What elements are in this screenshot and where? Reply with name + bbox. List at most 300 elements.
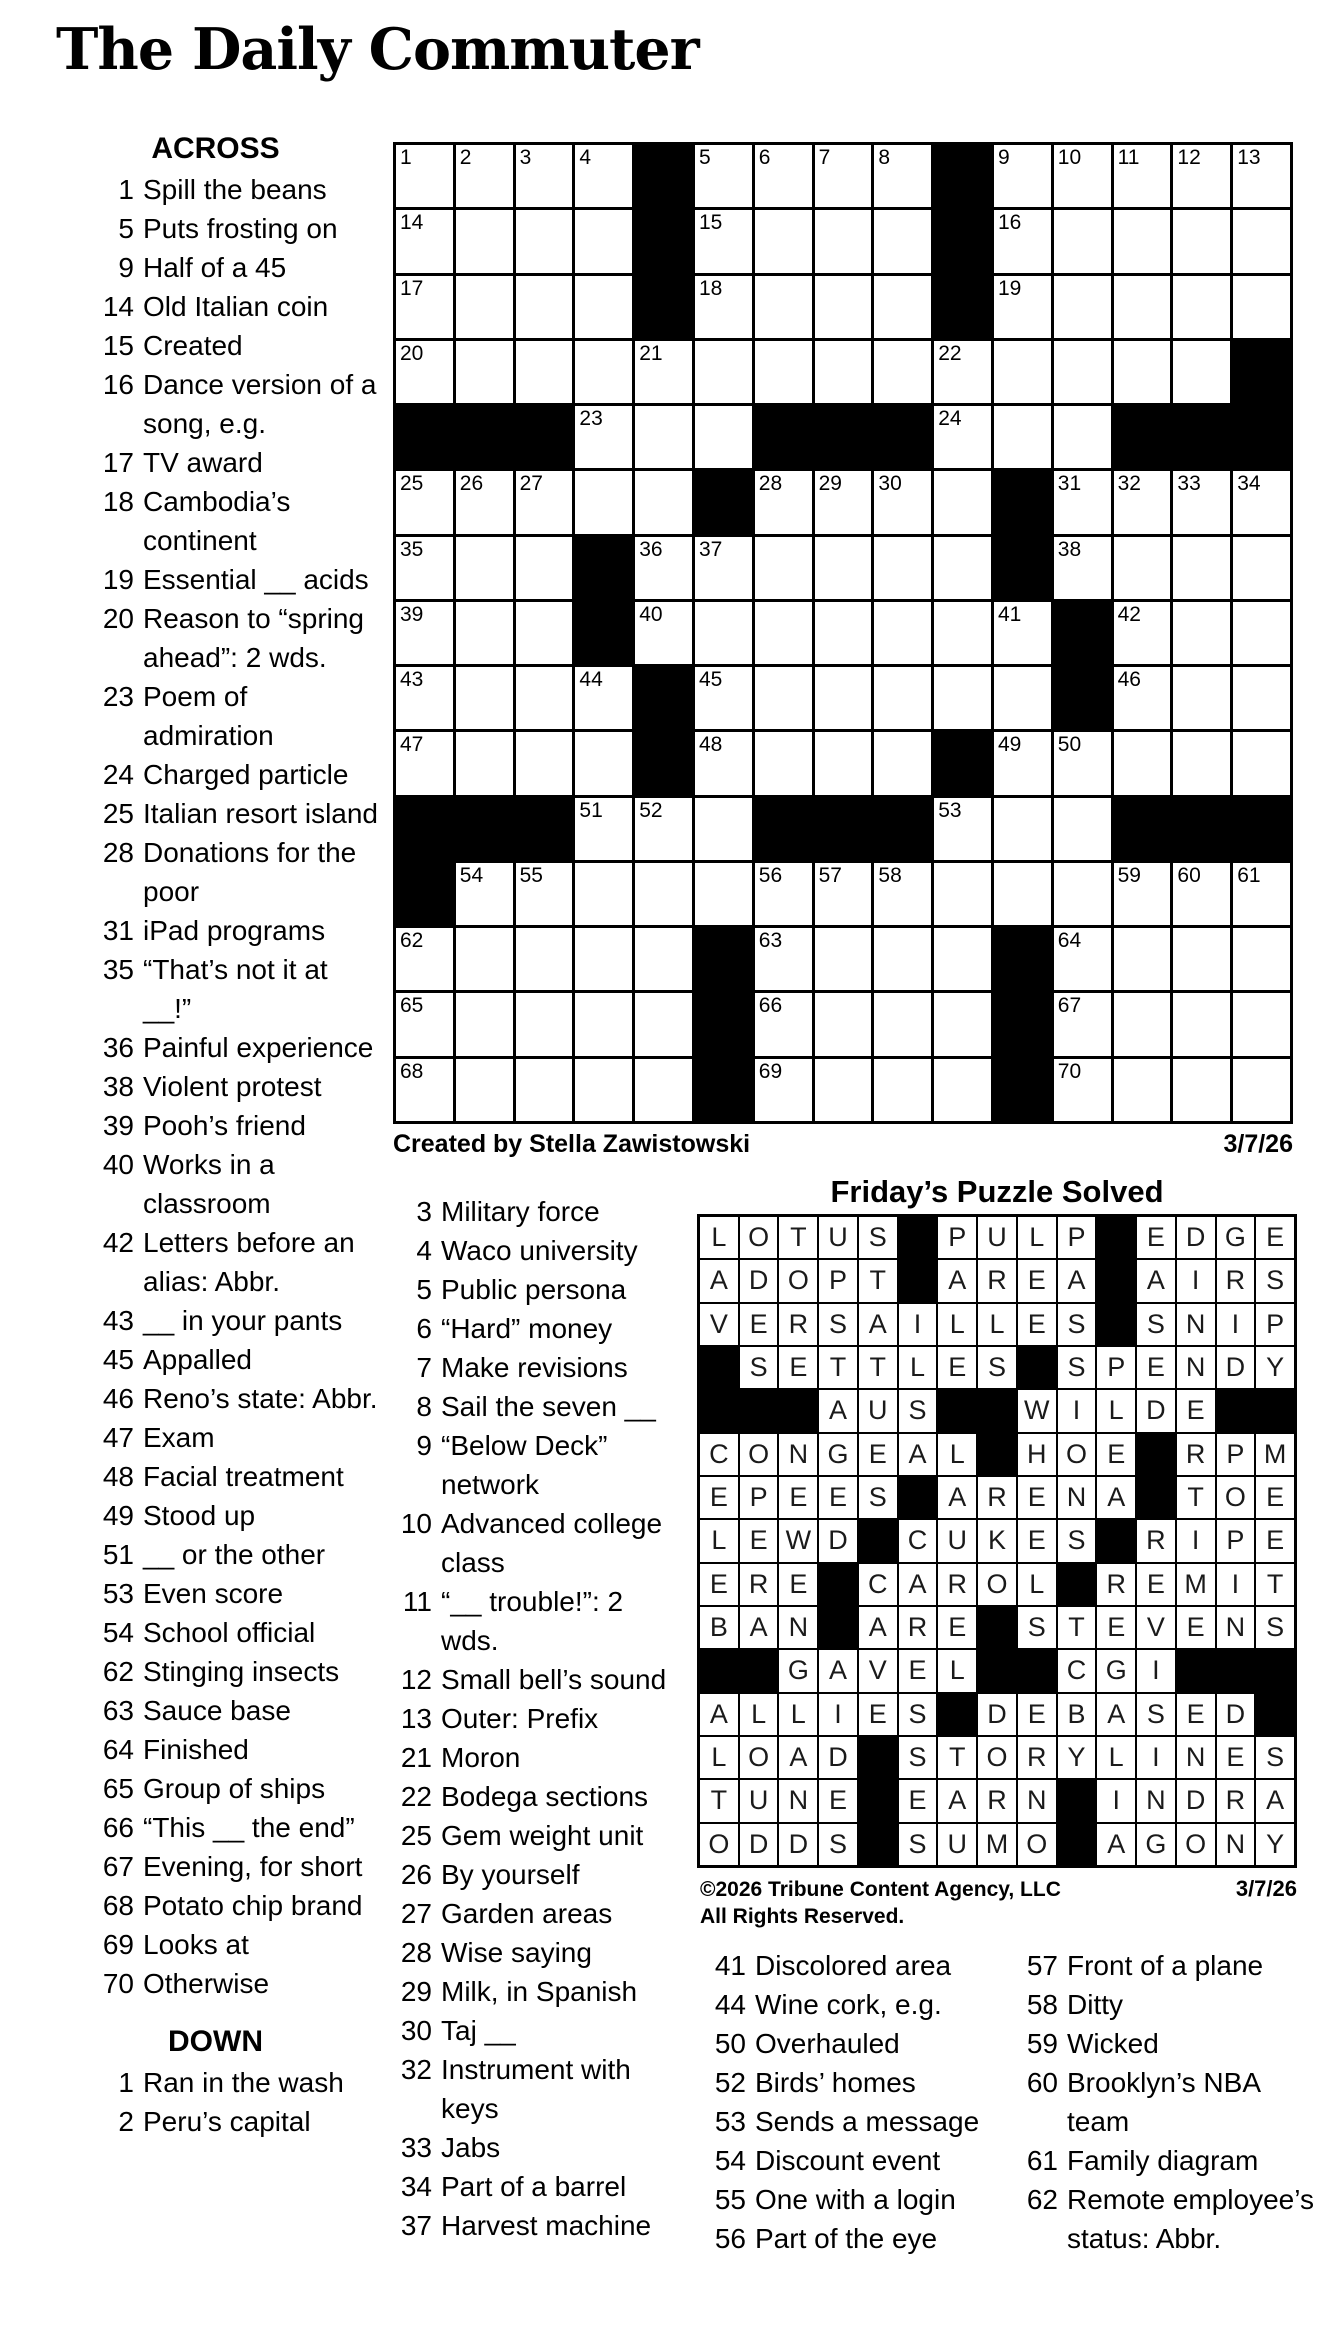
grid-cell[interactable] xyxy=(635,993,692,1055)
grid-cell[interactable] xyxy=(934,406,991,468)
grid-cell[interactable] xyxy=(815,341,872,403)
clue-down-60 xyxy=(1012,2063,1314,2141)
grid-cell[interactable] xyxy=(575,210,632,272)
grid-cell[interactable] xyxy=(815,732,872,794)
clue-text: Garden areas xyxy=(441,1898,613,1929)
grid-cell[interactable] xyxy=(575,928,632,990)
grid-cell[interactable] xyxy=(575,406,632,468)
solved-letter-cell: I xyxy=(1177,1260,1215,1301)
grid-cell[interactable] xyxy=(695,406,752,468)
grid-cell[interactable] xyxy=(934,798,991,860)
clue-text: Family diagram xyxy=(1067,2145,1259,2176)
black-cell xyxy=(635,732,692,794)
grid-cell[interactable] xyxy=(1233,210,1290,272)
solved-letter-cell: A xyxy=(779,1737,817,1778)
grid-cell[interactable] xyxy=(456,341,513,403)
grid-cell[interactable] xyxy=(516,471,573,533)
grid-cell[interactable] xyxy=(635,341,692,403)
grid-cell[interactable] xyxy=(815,1059,872,1121)
grid-cell[interactable] xyxy=(1233,928,1290,990)
grid-cell[interactable] xyxy=(396,537,453,599)
grid-cell[interactable] xyxy=(1233,276,1290,338)
black-cell xyxy=(1217,1390,1255,1431)
grid-cell[interactable] xyxy=(815,667,872,729)
grid-cell[interactable] xyxy=(635,602,692,664)
solved-letter-cell: A xyxy=(899,1434,937,1475)
cell-number: 33 xyxy=(1177,472,1201,496)
grid-cell[interactable] xyxy=(874,537,931,599)
solved-letter-cell: E xyxy=(1097,1434,1135,1475)
black-cell xyxy=(899,1260,937,1301)
grid-cell[interactable] xyxy=(1173,276,1230,338)
grid-cell[interactable] xyxy=(1054,210,1111,272)
black-cell xyxy=(994,537,1051,599)
grid-cell[interactable] xyxy=(456,1059,513,1121)
grid-cell[interactable] xyxy=(1114,928,1171,990)
grid-cell[interactable] xyxy=(874,145,931,207)
clue-text: Ran in the wash xyxy=(143,2067,344,2098)
grid-cell[interactable] xyxy=(456,667,513,729)
grid-cell[interactable] xyxy=(635,928,692,990)
cell-number: 70 xyxy=(1057,1059,1082,1083)
grid-cell[interactable] xyxy=(695,863,752,925)
grid-cell[interactable] xyxy=(755,732,812,794)
grid-cell[interactable] xyxy=(635,537,692,599)
grid-cell[interactable] xyxy=(1233,667,1290,729)
grid-cell[interactable] xyxy=(695,276,752,338)
grid-cell[interactable] xyxy=(1114,732,1171,794)
black-cell xyxy=(516,406,573,468)
clue-text: Cambodia’s continent xyxy=(143,486,291,556)
grid-cell[interactable] xyxy=(934,471,991,533)
grid-cell[interactable] xyxy=(396,732,453,794)
grid-cell[interactable] xyxy=(1054,406,1111,468)
grid-cell[interactable] xyxy=(1054,471,1111,533)
grid-cell[interactable] xyxy=(695,145,752,207)
solved-letter-cell: A xyxy=(1137,1260,1175,1301)
clue-down-57 xyxy=(1012,1946,1314,1985)
grid-cell[interactable] xyxy=(1233,993,1290,1055)
grid-cell[interactable] xyxy=(994,667,1051,729)
grid-cell[interactable] xyxy=(815,537,872,599)
grid-cell[interactable] xyxy=(695,732,752,794)
clue-text: “That’s not it at __!” xyxy=(143,954,328,1024)
cell-number: 57 xyxy=(818,863,842,887)
grid-cell[interactable] xyxy=(516,145,573,207)
clue-text: Old Italian coin xyxy=(143,291,329,322)
grid-cell[interactable] xyxy=(456,732,513,794)
clue-number: 60 xyxy=(1026,2067,1058,2098)
black-cell xyxy=(1097,1217,1135,1258)
cell-number: 66 xyxy=(758,994,783,1018)
clue-number: 25 xyxy=(102,798,134,829)
grid-cell[interactable] xyxy=(1173,667,1230,729)
grid-cell[interactable] xyxy=(994,798,1051,860)
grid-cell[interactable] xyxy=(1173,602,1230,664)
grid-cell[interactable] xyxy=(695,210,752,272)
grid-cell[interactable] xyxy=(575,667,632,729)
grid-cell[interactable] xyxy=(456,602,513,664)
solved-letter-cell: N xyxy=(1137,1780,1175,1821)
clue-across-20 xyxy=(88,599,380,677)
solved-letter-cell: D xyxy=(1177,1217,1215,1258)
black-cell xyxy=(1256,1650,1294,1691)
grid-cell[interactable] xyxy=(575,1059,632,1121)
solved-letter-cell: G xyxy=(779,1650,817,1691)
grid-cell[interactable] xyxy=(755,471,812,533)
grid-cell[interactable] xyxy=(874,863,931,925)
black-cell xyxy=(1233,341,1290,403)
grid-cell[interactable] xyxy=(456,471,513,533)
grid-cell[interactable] xyxy=(456,863,513,925)
grid-cell[interactable] xyxy=(1054,537,1111,599)
grid-cell[interactable] xyxy=(1173,1059,1230,1121)
grid-cell[interactable] xyxy=(635,798,692,860)
clue-across-35 xyxy=(88,950,380,1028)
grid-cell[interactable] xyxy=(695,667,752,729)
solved-letter-cell: Y xyxy=(1256,1347,1294,1388)
grid-cell[interactable] xyxy=(994,145,1051,207)
grid-cell[interactable] xyxy=(1054,341,1111,403)
solved-letter-cell: T xyxy=(1177,1477,1215,1518)
grid-cell[interactable] xyxy=(456,537,513,599)
solved-letter-cell: T xyxy=(700,1780,738,1821)
grid-cell[interactable] xyxy=(1233,863,1290,925)
grid-cell[interactable] xyxy=(456,145,513,207)
clue-number: 31 xyxy=(102,915,134,946)
grid-cell[interactable] xyxy=(516,1059,573,1121)
grid-cell[interactable] xyxy=(874,341,931,403)
solved-letter-cell: S xyxy=(899,1390,937,1431)
down-clue-list-1 xyxy=(88,2063,380,2141)
grid-cell[interactable] xyxy=(815,145,872,207)
grid-cell[interactable] xyxy=(934,1059,991,1121)
grid-cell[interactable] xyxy=(934,863,991,925)
clue-across-19 xyxy=(88,560,380,599)
clue-text: Moron xyxy=(441,1742,521,1773)
grid-cell[interactable] xyxy=(1114,471,1171,533)
grid-cell[interactable] xyxy=(815,602,872,664)
grid-cell[interactable] xyxy=(396,993,453,1055)
grid-cell[interactable] xyxy=(396,145,453,207)
grid-cell[interactable] xyxy=(1173,145,1230,207)
clue-down-32 xyxy=(386,2050,682,2128)
cell-number: 46 xyxy=(1117,668,1141,692)
clue-number: 67 xyxy=(102,1851,134,1882)
solved-letter-cell: R xyxy=(1217,1260,1255,1301)
grid-cell[interactable] xyxy=(1233,732,1290,794)
clue-number: 14 xyxy=(102,291,134,322)
grid-cell[interactable] xyxy=(396,1059,453,1121)
grid-cell[interactable] xyxy=(934,667,991,729)
clue-text: iPad programs xyxy=(143,915,326,946)
grid-cell[interactable] xyxy=(396,276,453,338)
grid-cell[interactable] xyxy=(516,602,573,664)
grid-cell[interactable] xyxy=(635,863,692,925)
grid-cell[interactable] xyxy=(516,667,573,729)
grid-cell[interactable] xyxy=(1114,210,1171,272)
grid-cell[interactable] xyxy=(1233,537,1290,599)
grid-cell[interactable] xyxy=(934,993,991,1055)
grid-cell[interactable] xyxy=(755,928,812,990)
clue-number: 10 xyxy=(400,1508,432,1539)
grid-cell[interactable] xyxy=(516,537,573,599)
grid-cell[interactable] xyxy=(456,928,513,990)
grid-cell[interactable] xyxy=(575,798,632,860)
grid-cell[interactable] xyxy=(874,602,931,664)
grid-cell[interactable] xyxy=(396,928,453,990)
grid-cell[interactable] xyxy=(635,471,692,533)
grid-cell[interactable] xyxy=(874,732,931,794)
clue-text: “Below Deck” network xyxy=(441,1430,608,1500)
grid-cell[interactable] xyxy=(635,406,692,468)
grid-cell[interactable] xyxy=(695,602,752,664)
grid-cell[interactable] xyxy=(1114,602,1171,664)
grid-cell[interactable] xyxy=(874,210,931,272)
grid-cell[interactable] xyxy=(575,993,632,1055)
black-cell xyxy=(755,406,812,468)
black-cell xyxy=(1058,1780,1096,1821)
grid-cell[interactable] xyxy=(994,406,1051,468)
grid-cell[interactable] xyxy=(575,145,632,207)
grid-cell[interactable] xyxy=(1114,537,1171,599)
grid-cell[interactable] xyxy=(755,537,812,599)
clue-number: 27 xyxy=(400,1898,432,1929)
cell-number: 62 xyxy=(400,929,424,953)
grid-cell[interactable] xyxy=(516,341,573,403)
grid-cell[interactable] xyxy=(874,471,931,533)
solved-letter-cell: C xyxy=(1058,1650,1096,1691)
grid-cell[interactable] xyxy=(1233,145,1290,207)
down-clue-list-4 xyxy=(1012,1946,1314,2258)
black-cell xyxy=(779,1390,817,1431)
solved-letter-cell: E xyxy=(1018,1477,1056,1518)
clue-number: 20 xyxy=(102,603,134,634)
solved-letter-cell: S xyxy=(1058,1347,1096,1388)
grid-cell[interactable] xyxy=(1114,863,1171,925)
grid-cell[interactable] xyxy=(456,276,513,338)
clue-text: Stinging insects xyxy=(143,1656,340,1687)
clue-down-12 xyxy=(386,1660,682,1699)
solved-letter-cell: S xyxy=(1018,1607,1056,1648)
solved-letter-cell: O xyxy=(978,1737,1016,1778)
solved-letter-cell: M xyxy=(1256,1434,1294,1475)
cell-number: 64 xyxy=(1057,929,1082,953)
grid-cell[interactable] xyxy=(516,863,573,925)
cell-number: 14 xyxy=(400,211,424,235)
grid-cell[interactable] xyxy=(874,928,931,990)
grid-cell[interactable] xyxy=(994,732,1051,794)
grid-cell[interactable] xyxy=(516,276,573,338)
grid-cell[interactable] xyxy=(934,341,991,403)
grid-cell[interactable] xyxy=(755,145,812,207)
grid-cell[interactable] xyxy=(1114,1059,1171,1121)
grid-cell[interactable] xyxy=(1233,1059,1290,1121)
solved-letter-cell: R xyxy=(1097,1564,1135,1605)
grid-cell[interactable] xyxy=(695,537,752,599)
black-cell xyxy=(700,1390,738,1431)
grid-cell[interactable] xyxy=(994,210,1051,272)
grid-cell[interactable] xyxy=(1054,863,1111,925)
clue-text: Wise saying xyxy=(441,1937,592,1968)
grid-cell[interactable] xyxy=(934,602,991,664)
grid-cell[interactable] xyxy=(934,928,991,990)
grid-cell[interactable] xyxy=(516,928,573,990)
cell-number: 23 xyxy=(579,407,603,431)
grid-cell[interactable] xyxy=(994,276,1051,338)
clue-down-27 xyxy=(386,1894,682,1933)
solved-letter-cell: D xyxy=(740,1260,778,1301)
grid-cell[interactable] xyxy=(1173,210,1230,272)
cell-number: 29 xyxy=(818,472,842,496)
grid-cell[interactable] xyxy=(815,993,872,1055)
grid-cell[interactable] xyxy=(1173,863,1230,925)
grid-cell[interactable] xyxy=(516,210,573,272)
clue-text: Waco university xyxy=(441,1235,638,1266)
solved-letter-cell: R xyxy=(1018,1737,1056,1778)
grid-cell[interactable] xyxy=(1173,471,1230,533)
grid-cell[interactable] xyxy=(575,276,632,338)
grid-cell[interactable] xyxy=(516,732,573,794)
grid-cell[interactable] xyxy=(1054,276,1111,338)
solved-letter-cell: E xyxy=(1018,1260,1056,1301)
grid-cell[interactable] xyxy=(755,993,812,1055)
grid-cell[interactable] xyxy=(396,471,453,533)
clue-text: Make revisions xyxy=(441,1352,628,1383)
black-cell xyxy=(700,1650,738,1691)
clue-down-4 xyxy=(386,1231,682,1270)
solved-letter-cell: K xyxy=(978,1520,1016,1561)
grid-cell[interactable] xyxy=(456,993,513,1055)
grid-cell[interactable] xyxy=(755,667,812,729)
grid-cell[interactable] xyxy=(1173,928,1230,990)
solved-letter-cell: D xyxy=(740,1824,778,1865)
grid-cell[interactable] xyxy=(755,341,812,403)
clue-across-14 xyxy=(88,287,380,326)
grid-cell[interactable] xyxy=(755,602,812,664)
grid-cell[interactable] xyxy=(396,341,453,403)
grid-cell[interactable] xyxy=(575,863,632,925)
clue-number: 53 xyxy=(714,2106,746,2137)
solved-letter-cell: E xyxy=(1177,1694,1215,1735)
clue-text: Outer: Prefix xyxy=(441,1703,599,1734)
grid-cell[interactable] xyxy=(994,341,1051,403)
grid-cell[interactable] xyxy=(1233,602,1290,664)
solved-letter-cell: E xyxy=(819,1477,857,1518)
grid-cell[interactable] xyxy=(575,732,632,794)
grid-cell[interactable] xyxy=(1054,145,1111,207)
cell-number: 67 xyxy=(1057,994,1082,1018)
black-cell xyxy=(899,1217,937,1258)
solved-letter-cell: S xyxy=(1256,1607,1294,1648)
clue-number: 42 xyxy=(102,1227,134,1258)
black-cell xyxy=(396,863,453,925)
grid-cell[interactable] xyxy=(1054,732,1111,794)
grid-cell[interactable] xyxy=(1054,928,1111,990)
solved-letter-cell: C xyxy=(899,1520,937,1561)
grid-cell[interactable] xyxy=(1114,341,1171,403)
clue-text: Public persona xyxy=(441,1274,627,1305)
grid-cell[interactable] xyxy=(456,210,513,272)
grid-cell[interactable] xyxy=(755,1059,812,1121)
grid-cell[interactable] xyxy=(994,863,1051,925)
solved-letter-cell: I xyxy=(1137,1650,1175,1691)
clue-across-70 xyxy=(88,1964,380,2003)
grid-cell[interactable] xyxy=(1173,732,1230,794)
clue-number: 23 xyxy=(102,681,134,712)
black-cell xyxy=(978,1390,1016,1431)
grid-cell[interactable] xyxy=(874,667,931,729)
grid-cell[interactable] xyxy=(575,341,632,403)
grid-cell[interactable] xyxy=(396,210,453,272)
solved-letter-cell: V xyxy=(859,1650,897,1691)
grid-cell[interactable] xyxy=(1114,276,1171,338)
grid-cell[interactable] xyxy=(755,276,812,338)
grid-cell[interactable] xyxy=(815,210,872,272)
grid-cell[interactable] xyxy=(1233,471,1290,533)
grid-cell[interactable] xyxy=(874,993,931,1055)
clue-down-61 xyxy=(1012,2141,1314,2180)
solved-letter-cell: R xyxy=(938,1564,976,1605)
grid-cell[interactable] xyxy=(815,471,872,533)
cell-number: 47 xyxy=(400,733,424,757)
grid-cell[interactable] xyxy=(635,1059,692,1121)
clue-text: Jabs xyxy=(441,2132,501,2163)
grid-cell[interactable] xyxy=(994,602,1051,664)
clue-text: Military force xyxy=(441,1196,600,1227)
grid-cell[interactable] xyxy=(1114,993,1171,1055)
grid-cell[interactable] xyxy=(815,863,872,925)
solved-letter-cell: L xyxy=(978,1304,1016,1345)
black-cell xyxy=(874,406,931,468)
grid-cell[interactable] xyxy=(755,210,812,272)
clue-across-63 xyxy=(88,1691,380,1730)
grid-cell[interactable] xyxy=(1173,537,1230,599)
grid-cell[interactable] xyxy=(396,602,453,664)
grid-cell[interactable] xyxy=(874,276,931,338)
grid-cell[interactable] xyxy=(396,667,453,729)
grid-cell[interactable] xyxy=(1114,145,1171,207)
clue-number: 34 xyxy=(400,2171,432,2202)
cell-number: 26 xyxy=(459,472,484,496)
grid-cell[interactable] xyxy=(1114,667,1171,729)
grid-cell[interactable] xyxy=(695,341,752,403)
clue-down-33 xyxy=(386,2128,682,2167)
solved-letter-cell: A xyxy=(819,1650,857,1691)
clue-across-46 xyxy=(88,1379,380,1418)
grid-cell[interactable] xyxy=(755,863,812,925)
grid-cell[interactable] xyxy=(1054,993,1111,1055)
black-cell xyxy=(815,798,872,860)
grid-cell[interactable] xyxy=(695,798,752,860)
solved-letter-cell: S xyxy=(859,1217,897,1258)
grid-cell[interactable] xyxy=(815,928,872,990)
grid-cell[interactable] xyxy=(575,471,632,533)
grid-cell[interactable] xyxy=(815,276,872,338)
grid-cell[interactable] xyxy=(874,1059,931,1121)
grid-cell[interactable] xyxy=(1173,993,1230,1055)
clue-across-67 xyxy=(88,1847,380,1886)
solved-letter-cell: P xyxy=(819,1260,857,1301)
solved-letter-cell: L xyxy=(700,1737,738,1778)
grid-cell[interactable] xyxy=(1054,798,1111,860)
grid-cell[interactable] xyxy=(1054,1059,1111,1121)
grid-cell[interactable] xyxy=(1173,341,1230,403)
solved-letter-cell: R xyxy=(740,1564,778,1605)
grid-cell[interactable] xyxy=(516,993,573,1055)
grid-cell[interactable] xyxy=(934,537,991,599)
solved-letter-cell: O xyxy=(700,1824,738,1865)
